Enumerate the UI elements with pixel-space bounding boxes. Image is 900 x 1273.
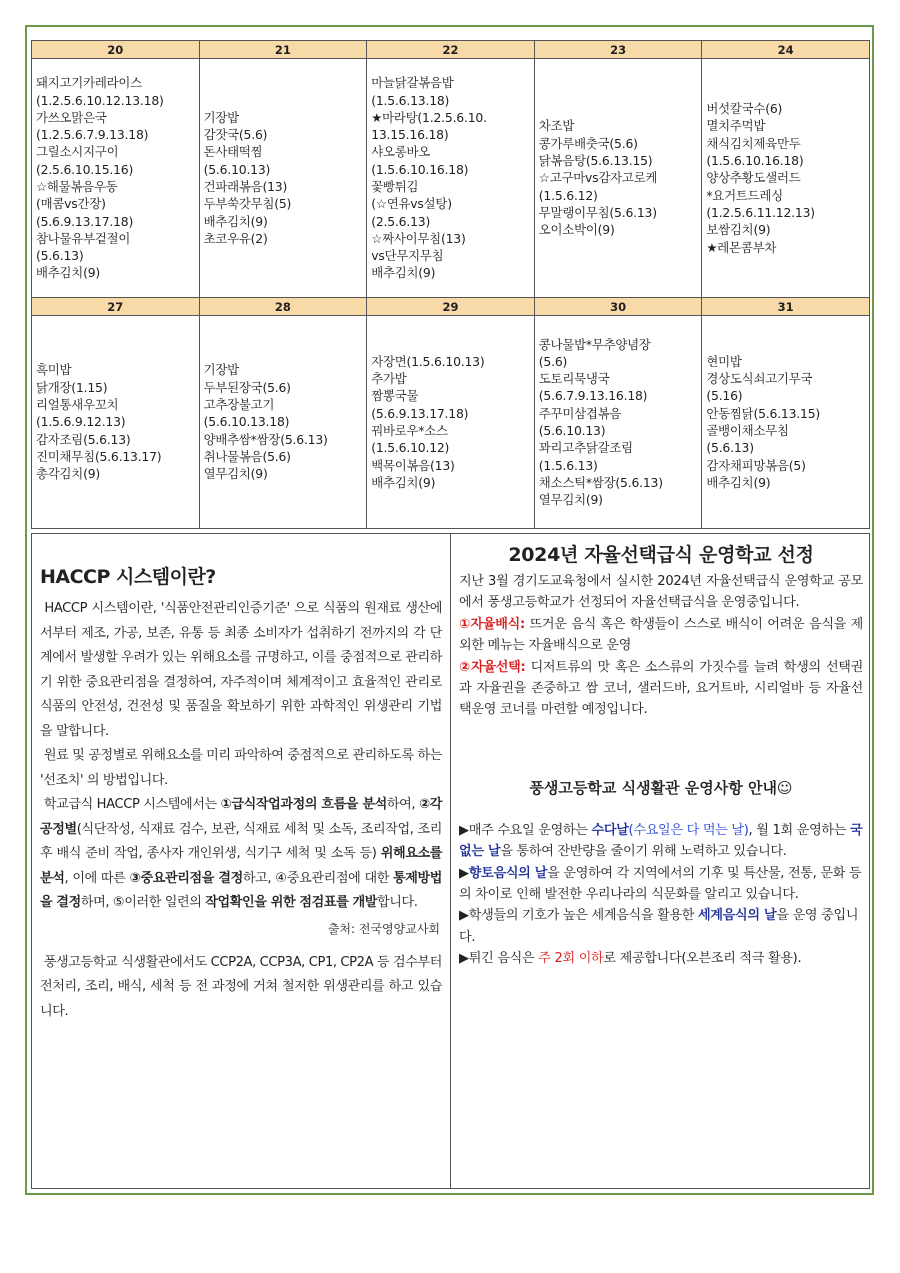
haccp-paragraph: 학교급식 HACCP 시스템에서는 ①급식작업과정의 흐름을 분석하여, ②각 공정별(식단작성, 식재료 검수, 보관, 식재료 세척 및 소독, 조리작업, 조리후 배식 준비 작업, 종사자 개인위생, 식기구 세척 및 소독 등) 위해요소를 분석, 이에 따른 ③중요관리점을 결정하고, ④중요관리점에 대한 통제방법을 결정하며, ⑤이러한 일련의 작업확인을 위한 점검표를 개발합니다.	[40, 797, 443, 910]
day-header-row	[32, 41, 870, 59]
day-header: 22	[367, 41, 535, 59]
day-header: 28	[199, 298, 367, 316]
selection-intro: 지난 3월 경기도교육청에서 실시한 2024년 자율선택급식 운영학교 공모에서 풍생고등학교가 선정되어 자율선택급식을 운영중입니다.	[459, 574, 863, 611]
notice-bullet: ▶학생들의 기호가 높은 세계음식을 활용한 세계음식의 날을 운영 중입니다.	[459, 908, 859, 945]
source-note: 출처: 전국영양교사회	[327, 921, 440, 936]
day-header: 27	[32, 298, 200, 316]
menu-row	[32, 59, 870, 298]
haccp-paragraph: HACCP 시스템이란, '식품안전관리인증기준' 으로 식품의 원재료 생산에서부터 제조, 가공, 보존, 유통 등 최종 소비자가 섭취하기 전까지의 각 단계에서 발생할 우려가 있는 위해요소를 규명하고, 이를 중점적으로 관리하기 위한 중요관리점을 결정하여, 자주적이며 체계적이고 효율적인 관리로 식품의 안전성, 건전성 및 품질을 확보하기 위한 과학적인 위생관리 기법을 말합니다.	[40, 601, 442, 739]
menu-cell: 차조밥 콩가루배춧국(5.6) 닭볶음탕(5.6.13.15) ☆고구마vs감자고로케 (1.5.6.12) 무말랭이무침(5.6.13) 오이소박이(9)	[534, 59, 702, 298]
haccp-paragraph: 풍생고등학교 식생활관에서도 CCP2A, CCP3A, CP1, CP2A 등 검수부터 전처리, 조리, 배식, 세척 등 전 과정에 거쳐 철저한 위생관리를 하고 있습니다.	[40, 954, 443, 1019]
haccp-title: HACCP 시스템이란?	[40, 566, 216, 588]
menu-cell: 버섯칼국수(6) 멸치주먹밥 채식김치제육만두 (1.5.6.10.16.18) 양상추황도샐러드 *요거트드레싱 (1.2.5.6.11.12.13) 보쌈김치(9) ★레몬콤부차	[702, 59, 870, 298]
menu-cell: 기장밥 두부된장국(5.6) 고추장불고기 (5.6.10.13.18) 양배추쌈*쌈장(5.6.13) 취나물볶음(5.6) 열무김치(9)	[199, 316, 367, 529]
haccp-panel	[32, 534, 451, 1188]
selection-panel	[451, 534, 869, 1188]
notice-bullet: ▶매주 수요일 운영하는 수다날(수요일은 다 먹는 날), 월 1회 운영하는 국 없는 날을 통하여 잔반량을 줄이기 위해 노력하고 있습니다.	[459, 822, 863, 860]
notice-bullet: ▶향토음식의 날을 운영하여 각 지역에서의 기후 및 특산물, 전통, 문화 등의 차이로 인해 발전한 우리나라의 식문화를 알리고 있습니다.	[459, 865, 862, 903]
menu-cell: 마늘닭갈볶음밥 (1.5.6.13.18) ★마라탕(1.2.5.6.10. 13.15.16.18) 샤오롱바오 (1.5.6.10.16.18) 꽃빵튀김 (☆연유vs설탕) (2.5.6.13) ☆짜사이무침(13) vs단무지무침 배추김치(9)	[367, 59, 535, 298]
day-header-row	[32, 298, 870, 316]
day-header: 31	[702, 298, 870, 316]
menu-cell: 자장면(1.5.6.10.13) 추가밥 짬뽕국물 (5.6.9.13.17.18) 꿔바로우*소스 (1.5.6.10.12) 백목이볶음(13) 배추김치(9)	[367, 316, 535, 529]
info-section	[31, 533, 870, 1189]
weekly-menu-table	[31, 40, 870, 529]
menu-cell: 흑미밥 닭개장(1.15) 리얼통새우꼬치 (1.5.6.9.12.13) 감자조림(5.6.13) 진미채무침(5.6.13.17) 총각김치(9)	[32, 316, 200, 529]
selection-title: 2024년 자율선택급식 운영학교 선정	[508, 544, 814, 566]
day-header: 20	[32, 41, 200, 59]
day-header: 21	[199, 41, 367, 59]
day-header: 29	[367, 298, 535, 316]
haccp-paragraph: 원료 및 공정별로 위해요소를 미리 파악하여 중점적으로 관리하도록 하는 '선조치' 의 방법입니다.	[40, 748, 442, 788]
day-header: 30	[534, 298, 702, 316]
notice-title: 풍생고등학교 식생활관 운영사항 안내☺	[529, 778, 793, 797]
notice-bullet: ▶튀긴 음식은 주 2회 이하로 제공합니다(오븐조리 적극 활용).	[459, 951, 802, 967]
day-header: 24	[702, 41, 870, 59]
menu-cell: 콩나물밥*무추양념장 (5.6) 도토리묵냉국 (5.6.7.9.13.16.18) 주꾸미삼겹볶음 (5.6.10.13) 꽈리고추닭갈조림 (1.5.6.13) 채소스틱*쌈장(5.6.13) 열무김치(9)	[534, 316, 702, 529]
selection-item: ②자율선택: 디저트류의 맛 혹은 소스류의 가짓수를 늘려 학생의 선택권과 자율권을 존중하고 쌈 코너, 샐러드바, 요거트바, 시리얼바 등 자율선택운영 코너를 마련할 예정입니다.	[459, 659, 864, 718]
menu-cell: 돼지고기카레라이스 (1.2.5.6.10.12.13.18) 가쓰오맑은국 (1.2.5.6.7.9.13.18) 그릴소시지구이 (2.5.6.10.15.16) ☆해물볶음우동 (매콤vs간장) (5.6.9.13.17.18) 참나물유부겉절이 (5.6.13) 배추김치(9)	[32, 59, 200, 298]
menu-cell: 현미밥 경상도식쇠고기무국 (5.16) 안동찜닭(5.6.13.15) 골뱅이채소무침 (5.6.13) 감자채피망볶음(5) 배추김치(9)	[702, 316, 870, 529]
selection-item: ①자율배식: 뜨거운 음식 혹은 학생들이 스스로 배식이 어려운 음식을 제외한 메뉴는 자율배식으로 운영	[459, 616, 864, 654]
day-header: 23	[534, 41, 702, 59]
menu-cell: 기장밥 감잣국(5.6) 돈사태떡찜 (5.6.10.13) 건파래볶음(13) 두부쑥갓무침(5) 배추김치(9) 초코우유(2)	[199, 59, 367, 298]
menu-row	[32, 316, 870, 529]
